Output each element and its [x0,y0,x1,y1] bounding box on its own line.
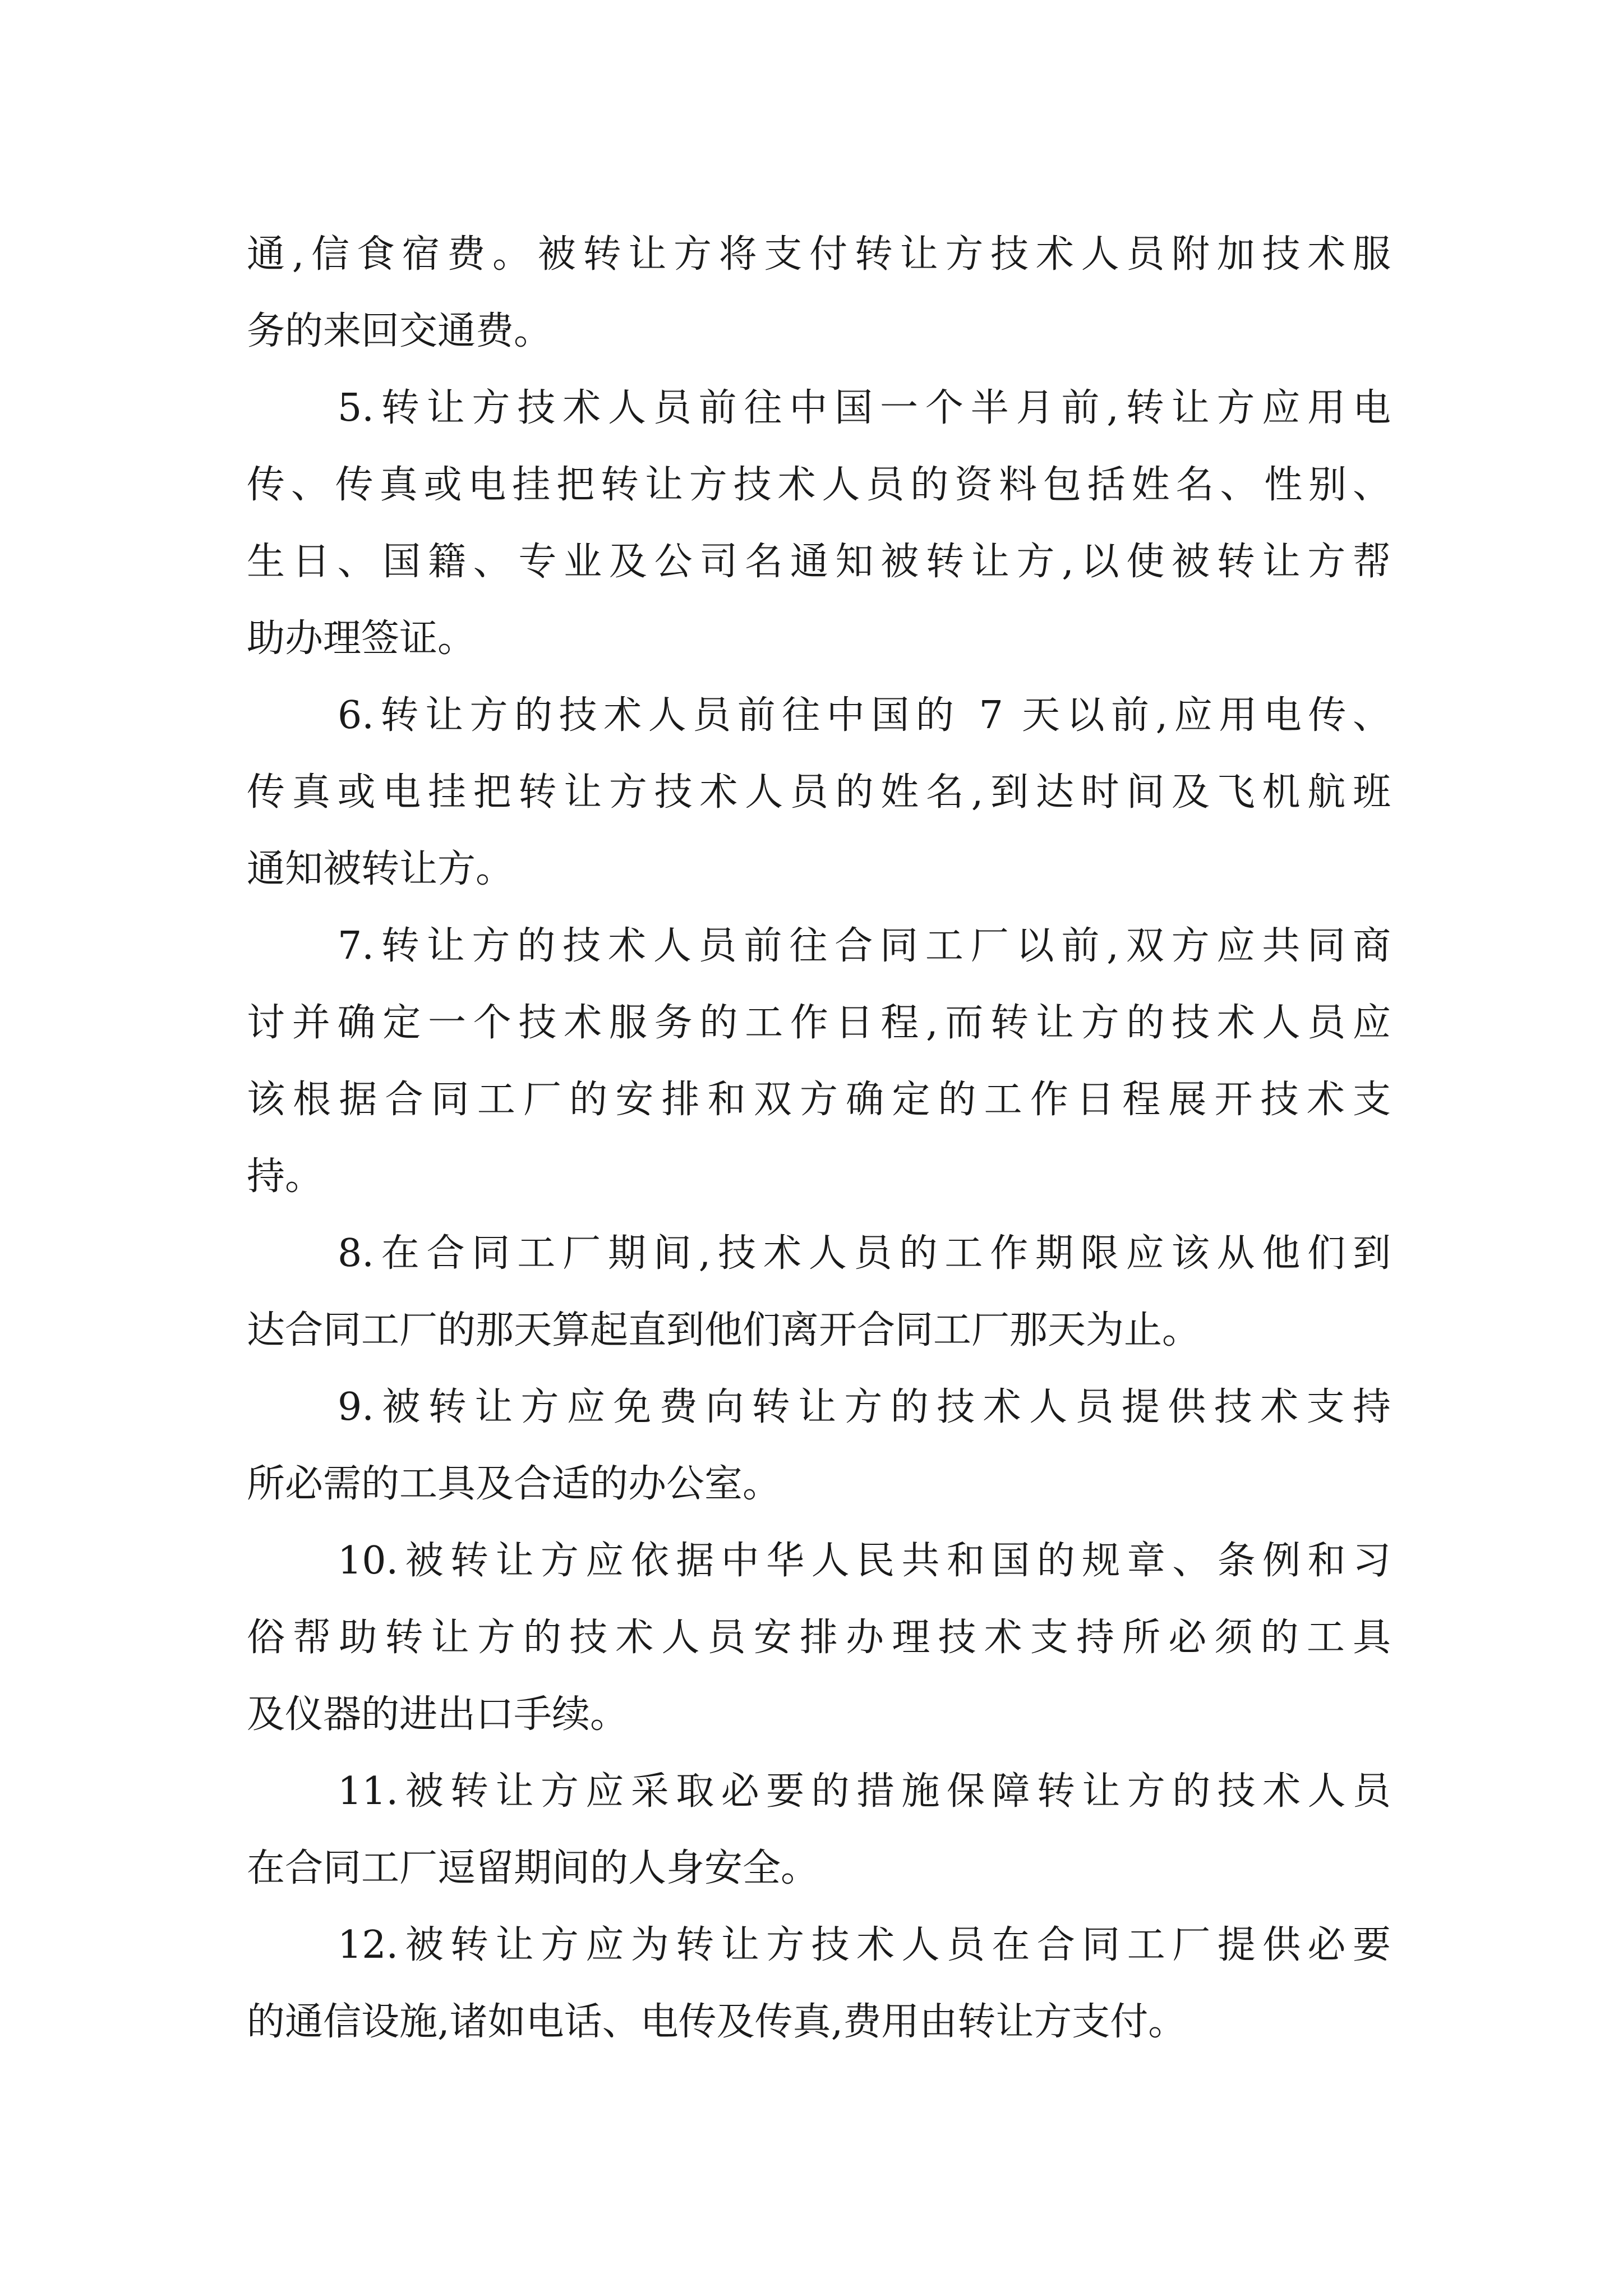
text-line: 传真或电挂把转让方技术人员的姓名,到达时间及飞机航班 [247,770,1391,815]
paragraph-item-11 [247,1753,1391,1907]
text-line: 达合同工厂的那天算起直到他们离开合同工厂那天为止。 [247,1308,1201,1352]
paragraph-item-9 [247,1369,1391,1522]
text-line: 8.在合同工厂期间,技术人员的工作期限应该从他们到 [338,1231,1391,1276]
text-line: 5.转让方技术人员前往中国一个半月前,转让方应用电 [338,386,1391,430]
text-line: 6.转让方的技术人员前往中国的 7 天以前,应用电传、 [338,693,1391,738]
text-line: 12.被转让方应为转让方技术人员在合同工厂提供必要 [338,1923,1391,1967]
text-line: 的通信设施,诸如电话、电传及传真,费用由转让方支付。 [247,2000,1187,2044]
text-line: 助办理签证。 [247,616,476,661]
text-line: 10.被转让方应依据中华人民共和国的规章、条例和习 [338,1539,1391,1583]
paragraph-continuation [247,216,1391,370]
paragraph-item-12 [247,1907,1391,2060]
text-line: 7.转让方的技术人员前往合同工厂以前,双方应共同商 [338,924,1391,968]
text-line: 传、传真或电挂把转让方技术人员的资料包括姓名、性别、 [247,463,1391,507]
paragraph-item-5 [247,370,1391,677]
document-body [247,216,1391,2060]
paragraph-item-10 [247,1522,1391,1753]
text-line: 通,信食宿费。被转让方将支付转让方技术人员附加技术服 [247,232,1391,277]
text-line: 该根据合同工厂的安排和双方确定的工作日程展开技术支 [247,1078,1391,1122]
text-line: 11.被转让方应采取必要的措施保障转让方的技术人员 [338,1769,1391,1814]
text-line: 务的来回交通费。 [247,309,552,353]
text-line: 在合同工厂逗留期间的人身安全。 [247,1846,819,1890]
text-line: 俗帮助转让方的技术人员安排办理技术支持所必须的工具 [247,1616,1391,1660]
paragraph-item-7 [247,908,1391,1215]
text-line: 持。 [247,1154,324,1199]
text-line: 生日、国籍、专业及公司名通知被转让方,以使被转让方帮 [247,540,1391,584]
paragraph-item-6 [247,677,1391,908]
text-line: 通知被转让方。 [247,847,514,891]
text-line: 9.被转让方应免费向转让方的技术人员提供技术支持 [338,1385,1391,1429]
text-line: 及仪器的进出口手续。 [247,1692,629,1737]
paragraph-item-8 [247,1215,1391,1369]
text-line: 讨并确定一个技术服务的工作日程,而转让方的技术人员应 [247,1001,1391,1045]
text-line: 所必需的工具及合适的办公室。 [247,1462,781,1506]
